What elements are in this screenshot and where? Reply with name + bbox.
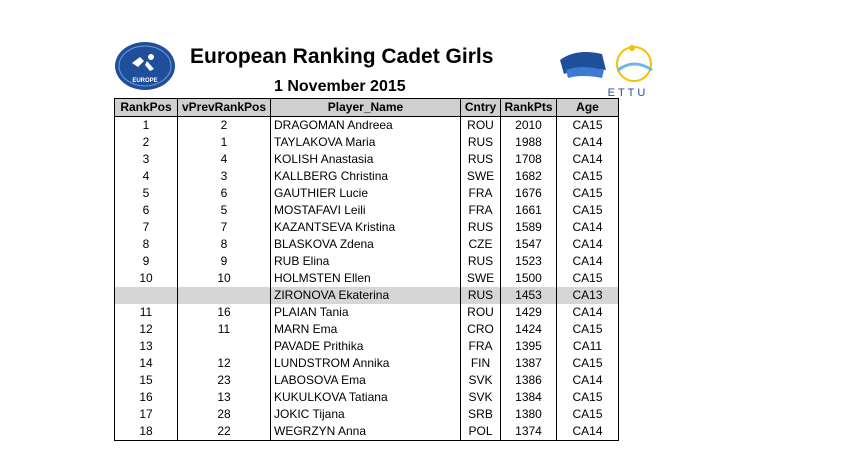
cell-prev-rankpos: 8	[178, 236, 271, 253]
cell-country: SVK	[461, 372, 501, 389]
cell-rankpos: 5	[115, 185, 178, 202]
cell-country: CZE	[461, 236, 501, 253]
cell-rankpts: 1395	[501, 338, 557, 355]
cell-age: CA14	[557, 253, 619, 270]
header-age: Age	[557, 99, 619, 117]
cell-player-name: KUKULKOVA Tatiana	[271, 389, 461, 406]
cell-rankpts: 1708	[501, 151, 557, 168]
cell-age: CA11	[557, 338, 619, 355]
cell-prev-rankpos: 2	[178, 117, 271, 135]
cell-country: RUS	[461, 151, 501, 168]
cell-age: CA15	[557, 389, 619, 406]
cell-age: CA14	[557, 134, 619, 151]
table-row	[115, 321, 619, 338]
table-row	[115, 219, 619, 236]
table-row	[115, 355, 619, 372]
cell-prev-rankpos: 3	[178, 168, 271, 185]
cell-country: FRA	[461, 202, 501, 219]
cell-prev-rankpos: 12	[178, 355, 271, 372]
table-row	[115, 270, 619, 287]
cell-rankpos: 1	[115, 117, 178, 135]
cell-prev-rankpos: 11	[178, 321, 271, 338]
cell-rankpts: 1429	[501, 304, 557, 321]
cell-rankpts: 1424	[501, 321, 557, 338]
cell-age: CA13	[557, 287, 619, 304]
cell-country: SWE	[461, 168, 501, 185]
cell-age: CA14	[557, 219, 619, 236]
cell-age: CA14	[557, 304, 619, 321]
cell-rankpts: 2010	[501, 117, 557, 135]
cell-prev-rankpos: 1	[178, 134, 271, 151]
cell-player-name: JOKIC Tijana	[271, 406, 461, 423]
cell-age: CA15	[557, 168, 619, 185]
cell-player-name: PLAIAN Tania	[271, 304, 461, 321]
cell-player-name: MARN Ema	[271, 321, 461, 338]
cell-rankpos: 14	[115, 355, 178, 372]
cell-player-name: KAZANTSEVA Kristina	[271, 219, 461, 236]
cell-player-name: KOLISH Anastasia	[271, 151, 461, 168]
cell-prev-rankpos: 4	[178, 151, 271, 168]
cell-prev-rankpos: 5	[178, 202, 271, 219]
cell-country: SWE	[461, 270, 501, 287]
table-row	[115, 406, 619, 423]
header-player-name: Player_Name	[271, 99, 461, 117]
cell-rankpos: 11	[115, 304, 178, 321]
cell-country: RUS	[461, 287, 501, 304]
cell-player-name: WEGRZYN Anna	[271, 423, 461, 441]
cell-prev-rankpos	[178, 287, 271, 304]
ettu-logo	[556, 40, 660, 100]
cell-age: CA15	[557, 355, 619, 372]
ranking-date: 1 November 2015	[274, 78, 406, 95]
cell-country: ROU	[461, 117, 501, 135]
cell-rankpts: 1386	[501, 372, 557, 389]
cell-rankpos: 8	[115, 236, 178, 253]
cell-age: CA14	[557, 372, 619, 389]
cell-rankpos: 16	[115, 389, 178, 406]
cell-rankpts: 1661	[501, 202, 557, 219]
cell-rankpts: 1453	[501, 287, 557, 304]
cell-age: CA15	[557, 406, 619, 423]
cell-age: CA15	[557, 117, 619, 135]
table-row	[115, 423, 619, 441]
table-row	[115, 287, 619, 304]
cell-rankpos: 9	[115, 253, 178, 270]
cell-prev-rankpos: 9	[178, 253, 271, 270]
cell-prev-rankpos: 6	[178, 185, 271, 202]
cell-age: CA15	[557, 202, 619, 219]
cell-country: RUS	[461, 253, 501, 270]
table-row	[115, 372, 619, 389]
cell-rankpts: 1547	[501, 236, 557, 253]
cell-rankpts: 1380	[501, 406, 557, 423]
cell-rankpts: 1500	[501, 270, 557, 287]
table-row	[115, 236, 619, 253]
cell-player-name: ZIRONOVA Ekaterina	[271, 287, 461, 304]
cell-rankpos: 3	[115, 151, 178, 168]
cell-country: SVK	[461, 389, 501, 406]
cell-rankpos: 2	[115, 134, 178, 151]
cell-rankpts: 1676	[501, 185, 557, 202]
table-row	[115, 151, 619, 168]
cell-player-name: KALLBERG Christina	[271, 168, 461, 185]
left-logo-text: EUROPE	[132, 78, 158, 84]
cell-age: CA15	[557, 321, 619, 338]
cell-country: FIN	[461, 355, 501, 372]
cell-rankpos	[115, 287, 178, 304]
cell-prev-rankpos: 16	[178, 304, 271, 321]
cell-rankpos: 4	[115, 168, 178, 185]
cell-rankpos: 17	[115, 406, 178, 423]
cell-country: RUS	[461, 219, 501, 236]
cell-prev-rankpos: 7	[178, 219, 271, 236]
header-country: Cntry	[461, 99, 501, 117]
ittf-europe-logo	[114, 41, 176, 91]
table-header-row	[115, 99, 619, 117]
cell-country: SRB	[461, 406, 501, 423]
cell-player-name: LABOSOVA Ema	[271, 372, 461, 389]
cell-rankpos: 12	[115, 321, 178, 338]
cell-prev-rankpos	[178, 338, 271, 355]
table-row	[115, 389, 619, 406]
cell-player-name: MOSTAFAVI Leili	[271, 202, 461, 219]
cell-rankpts: 1374	[501, 423, 557, 441]
cell-country: FRA	[461, 338, 501, 355]
table-row	[115, 338, 619, 355]
cell-prev-rankpos: 28	[178, 406, 271, 423]
cell-player-name: DRAGOMAN Andreea	[271, 117, 461, 135]
cell-rankpos: 7	[115, 219, 178, 236]
table-row	[115, 168, 619, 185]
cell-age: CA15	[557, 270, 619, 287]
cell-rankpos: 15	[115, 372, 178, 389]
cell-player-name: BLASKOVA Zdena	[271, 236, 461, 253]
table-row	[115, 202, 619, 219]
page-title: European Ranking Cadet Girls	[190, 45, 494, 68]
cell-country: RUS	[461, 134, 501, 151]
cell-rankpos: 18	[115, 423, 178, 441]
cell-player-name: PAVADE Prithika	[271, 338, 461, 355]
cell-age: CA14	[557, 151, 619, 168]
cell-country: FRA	[461, 185, 501, 202]
cell-rankpts: 1384	[501, 389, 557, 406]
cell-rankpts: 1589	[501, 219, 557, 236]
cell-prev-rankpos: 22	[178, 423, 271, 441]
table-row	[115, 117, 619, 135]
cell-age: CA14	[557, 236, 619, 253]
header-rankpos: RankPos	[115, 99, 178, 117]
cell-rankpts: 1387	[501, 355, 557, 372]
cell-rankpts: 1988	[501, 134, 557, 151]
cell-prev-rankpos: 23	[178, 372, 271, 389]
cell-rankpos: 13	[115, 338, 178, 355]
table-row	[115, 253, 619, 270]
cell-country: ROU	[461, 304, 501, 321]
ranking-table	[114, 98, 619, 441]
cell-rankpos: 10	[115, 270, 178, 287]
cell-player-name: TAYLAKOVA Maria	[271, 134, 461, 151]
cell-rankpts: 1523	[501, 253, 557, 270]
cell-player-name: HOLMSTEN Ellen	[271, 270, 461, 287]
table-row	[115, 134, 619, 151]
right-logo-text: ETTU	[607, 87, 649, 99]
cell-prev-rankpos: 13	[178, 389, 271, 406]
header-rankpts: RankPts	[501, 99, 557, 117]
header-prev-rankpos: vPrevRankPos	[178, 99, 271, 117]
table-row	[115, 185, 619, 202]
cell-player-name: LUNDSTROM Annika	[271, 355, 461, 372]
cell-age: CA14	[557, 423, 619, 441]
cell-country: CRO	[461, 321, 501, 338]
cell-country: POL	[461, 423, 501, 441]
cell-player-name: GAUTHIER Lucie	[271, 185, 461, 202]
cell-rankpts: 1682	[501, 168, 557, 185]
cell-age: CA15	[557, 185, 619, 202]
cell-prev-rankpos: 10	[178, 270, 271, 287]
cell-rankpos: 6	[115, 202, 178, 219]
table-row	[115, 304, 619, 321]
cell-player-name: RUB Elina	[271, 253, 461, 270]
